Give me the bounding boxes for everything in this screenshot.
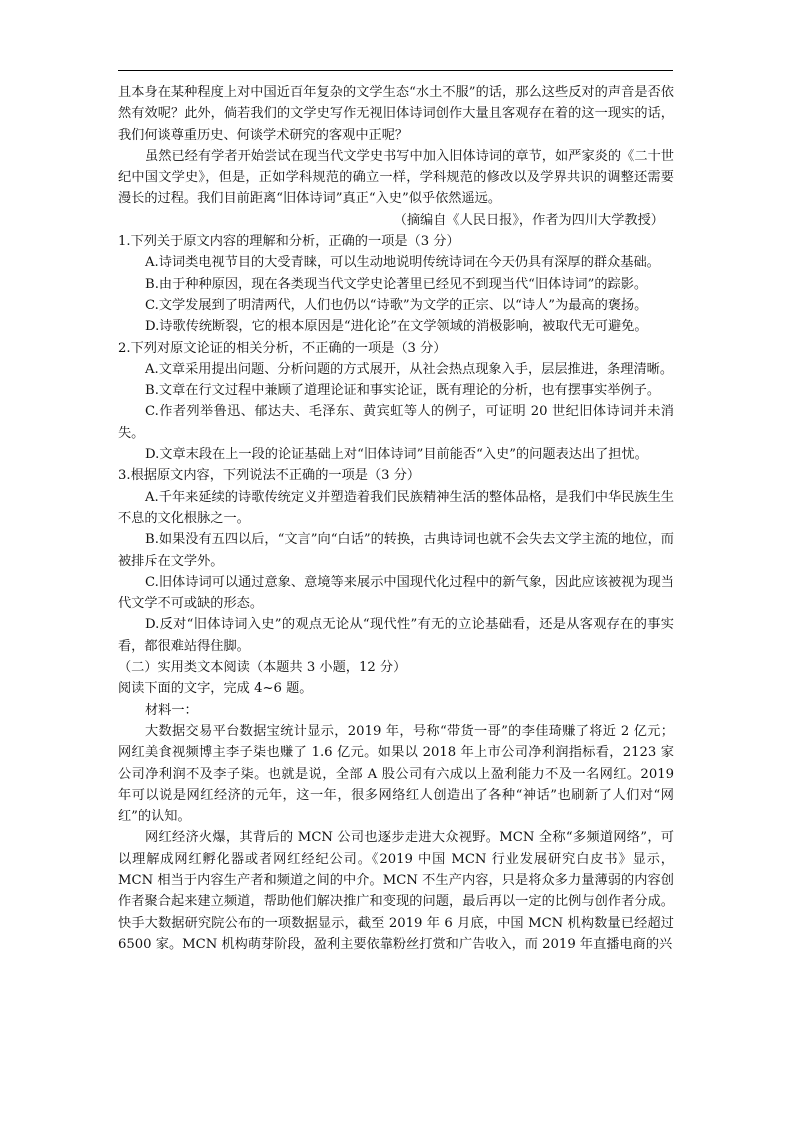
paragraph-2: 虽然已经有学者开始尝试在现当代文学史书写中加入旧体诗词的章节，如严家炎的《二十世纪中国文学史》，但是，正如学科规范的确立一样，学科规范的修改以及学界共识的调整还需要漫长的过程。我们目前距离“旧体诗词”真正“入史”似乎依然遥远。 <box>118 148 674 207</box>
material-label: 材料一： <box>145 702 198 718</box>
question-1-option-c: C.文学发展到了明清两代，人们也仍以“诗歌”为文学的正宗、以“诗人”为最高的褒扬。 <box>145 297 648 313</box>
question-3-option-b: B.如果没有五四以后，“文言”向“白话”的转换，古典诗词也就不会失去文学主流的地位，而被排斥在文学外。 <box>118 532 674 569</box>
question-1-option-b: B.由于种种原因，现在各类现当代文学史论著里已经见不到现当代“旧体诗词”的踪影。 <box>145 276 648 292</box>
material-1-paragraph-1: 大数据交易平台数据宝统计显示，2019 年，号称“带货一哥”的李佳琦赚了将近 2 亿元；网红美食视频博主李子柒也赚了 1.6 亿元。如果以 2018 年上市公司净利润指标看，2123 家公司净利润不及李子柒。也就是说，全部 A 股公司有六成以上盈利能力不及一名网红。2019 年可以说是网红经济的元年，这一年，很多网络红人创造出了各种“神话”也刷新了人们对“网红”的认知。 <box>118 723 674 825</box>
question-3-option-a: A.千年来延续的诗歌传统定义并塑造着我们民族精神生活的整体品格，是我们中华民族生生不息的文化根脉之一。 <box>118 489 674 526</box>
source-note: （摘编自《人民日报》，作者为四川大学教授） <box>393 212 664 228</box>
question-1-stem: 1.下列关于原文内容的理解和分析，正确的一项是（3 分） <box>118 234 460 250</box>
paragraph-1: 且本身在某种程度上对中国近百年复杂的文学生态“水土不服”的话，那么这些反对的声音是否依然有效呢？此外，倘若我们的文学史写作无视旧体诗词创作大量且客观存在着的这一现实的话，我们何谈尊重历史、何谈学术研究的客观中正呢？ <box>118 85 674 143</box>
question-3-option-d: D.反对“旧体诗词入史”的观点无论从“现代性”有无的立论基础看，还是从客观存在的事实看，都很难站得住脚。 <box>118 617 674 654</box>
header-rule <box>118 70 673 71</box>
question-1-option-d: D.诗歌传统断裂，它的根本原因是“进化论”在文学领域的消极影响，被取代无可避免。 <box>145 319 648 335</box>
question-2-option-c: C.作者列举鲁迅、郁达夫、毛泽东、黄宾虹等人的例子，可证明 20 世纪旧体诗词并未消失。 <box>118 404 674 441</box>
question-1-option-a: A.诗词类电视节目的大受青睐，可以生动地说明传统诗词在今天仍具有深厚的群众基础。 <box>145 255 660 271</box>
question-2-option-b: B.文章在行文过程中兼顾了道理论证和事实论证，既有理论的分析，也有摆事实举例子。 <box>145 383 661 399</box>
question-3-stem: 3.根据原文内容，下列说法不正确的一项是（3 分） <box>118 468 421 484</box>
section-2-instruction: 阅读下面的文字，完成 4~6 题。 <box>118 681 313 697</box>
question-2-option-d: D.文章末段在上一段的论证基础上对“旧体诗词”目前能否“入史”的问题表达出了担忧。 <box>145 447 648 463</box>
question-2-stem: 2.下列对原文论证的相关分析，不正确的一项是（3 分） <box>118 340 447 356</box>
question-2-option-a: A.文章采用提出问题、分析问题的方式展开，从社会热点现象入手，层层推进，条理清晰。 <box>145 361 674 377</box>
question-3-option-c: C.旧体诗词可以通过意象、意境等来展示中国现代化过程中的新气象，因此应该被视为现当代文学不可或缺的形态。 <box>118 574 674 612</box>
section-2-heading: （二）实用类文本阅读（本题共 3 小题，12 分） <box>118 660 407 676</box>
material-1-paragraph-2: 网红经济火爆，其背后的 MCN 公司也逐步走进大众视野。MCN 全称“多频道网络”，可以理解成网红孵化器或者网红经纪公司。《2019 中国 MCN 行业发展研究白皮书》显示，MCN 相当于内容生产者和频道之间的中介。MCN 不生产内容，只是将众多力量薄弱的内容创作者聚合起来建立频道，帮助他们解决推广和变现的问题，最后再以一定的比例与创作者分成。快手大数据研究院公布的一项数据显示，截至 2019 年 6 月底，中国 MCN 机构数量已经超过 6500 家。MCN 机构萌芽阶段，盈利主要依靠粉丝打赏和广告收入，而 2019 年直播电商的兴 <box>118 830 674 952</box>
document-body <box>118 82 674 955</box>
